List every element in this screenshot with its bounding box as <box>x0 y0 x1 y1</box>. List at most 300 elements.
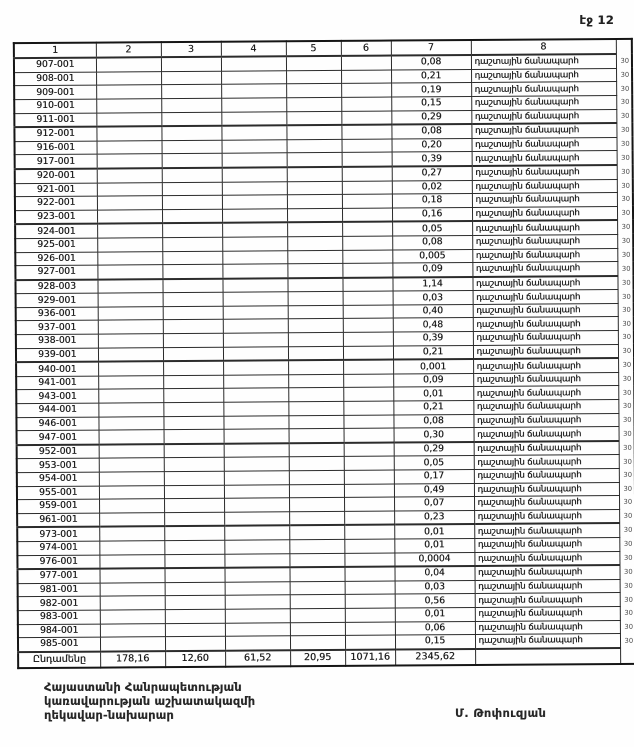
empty-cell-col4 <box>223 402 288 416</box>
empty-cell-col4 <box>222 153 287 168</box>
empty-cell-col5 <box>288 401 343 415</box>
parcel-id-cell: 911-001 <box>14 113 96 128</box>
empty-cell-col6 <box>341 125 391 139</box>
column-header-3: 3 <box>161 42 221 58</box>
empty-cell-col3 <box>165 623 225 637</box>
area-value-cell: 0,30 <box>394 428 474 443</box>
empty-cell-col4 <box>222 140 287 154</box>
empty-cell-col3 <box>165 636 225 651</box>
empty-cell-col3 <box>165 596 225 610</box>
empty-cell-col4 <box>223 415 288 429</box>
margin-note: 30 <box>624 568 633 577</box>
empty-cell-col4 <box>221 111 286 126</box>
empty-cell-col4 <box>225 582 290 596</box>
empty-cell-col4 <box>223 319 288 333</box>
parcel-id-cell: 917-001 <box>15 154 97 169</box>
area-value-cell: 0,21 <box>393 400 473 414</box>
empty-cell-col3 <box>164 526 224 541</box>
empty-cell-col6 <box>341 70 391 84</box>
empty-cell-col5 <box>288 415 343 429</box>
parcel-id-cell: 910-001 <box>14 99 96 113</box>
empty-cell-col6 <box>343 374 393 388</box>
empty-cell-col2 <box>97 196 162 210</box>
empty-cell-col2 <box>99 485 164 499</box>
margin-note: 30 <box>620 57 630 66</box>
empty-cell-col3 <box>162 251 222 265</box>
totals-empty-col8 <box>475 648 620 666</box>
empty-cell-col6 <box>342 152 392 166</box>
empty-cell-col6 <box>344 456 394 470</box>
empty-cell-col2 <box>98 320 163 334</box>
parcel-id-cell: 984-001 <box>18 624 100 638</box>
empty-cell-col6 <box>343 291 393 305</box>
empty-cell-col3 <box>163 333 223 347</box>
empty-cell-col2 <box>96 112 161 127</box>
parcel-id-cell: 954-001 <box>17 472 99 486</box>
land-use-cell: դաշտային ճանապարհ <box>473 358 618 373</box>
parcel-id-cell: 981-001 <box>18 583 100 597</box>
empty-cell-col6 <box>344 511 394 525</box>
parcel-id-cell: 985-001 <box>18 637 100 652</box>
land-use-cell: դաշտային ճանապարհ <box>473 399 618 414</box>
empty-cell-col3 <box>161 57 221 72</box>
land-use-cell: դաշտային ճանապարհ <box>472 234 617 249</box>
column-header-2: 2 <box>96 42 161 58</box>
empty-cell-col5 <box>287 195 342 209</box>
empty-cell-col5 <box>287 153 342 167</box>
parcel-id-cell: 923-001 <box>15 210 97 225</box>
area-value-cell: 0,27 <box>392 166 472 181</box>
land-use-cell: դաշտային ճանապարհ <box>472 151 617 166</box>
margin-note: 30 <box>623 471 633 480</box>
area-value-cell: 0,01 <box>395 607 475 621</box>
land-use-cell: դաշտային ճանապարհ <box>474 427 619 442</box>
empty-cell-col5 <box>290 581 345 595</box>
empty-cell-col6 <box>345 594 395 608</box>
margin-note: 30 <box>621 153 630 162</box>
parcel-id-cell: 983-001 <box>18 610 100 624</box>
margin-note: 30 <box>620 84 630 93</box>
parcel-id-cell: 946-001 <box>16 417 98 431</box>
empty-cell-col3 <box>163 402 223 416</box>
empty-cell-col2 <box>97 168 162 183</box>
parcel-id-cell: 974-001 <box>17 541 99 555</box>
empty-cell-col5 <box>289 553 344 567</box>
empty-cell-col2 <box>97 223 162 238</box>
empty-cell-col3 <box>162 237 222 251</box>
area-value-cell: 0,49 <box>394 483 474 497</box>
empty-cell-col2 <box>99 444 164 459</box>
area-value-cell: 0,21 <box>393 345 473 360</box>
empty-cell-col4 <box>223 388 288 402</box>
empty-cell-col5 <box>289 470 344 484</box>
total-col7: 2345,62 <box>395 649 475 666</box>
margin-note: 30 <box>624 595 633 604</box>
area-value-cell: 0,17 <box>394 469 474 483</box>
land-use-cell: դաշտային ճանապարհ <box>473 317 618 332</box>
empty-cell-col5 <box>290 635 345 649</box>
empty-cell-col6 <box>345 608 395 622</box>
margin-note: 30 <box>623 484 633 493</box>
parcel-id-cell: 928-003 <box>15 279 97 294</box>
empty-cell-col6 <box>343 346 393 360</box>
empty-cell-col4 <box>221 71 286 85</box>
area-value-cell: 0,19 <box>391 83 471 97</box>
empty-cell-col3 <box>164 554 224 569</box>
margin-note: 30 <box>620 70 630 80</box>
empty-cell-col5 <box>287 181 342 195</box>
empty-cell-col3 <box>163 306 223 320</box>
land-use-cell: դաշտային ճանապարհ <box>472 165 617 180</box>
land-use-cell: դաշտային ճանապարհ <box>471 137 616 152</box>
empty-cell-col5 <box>289 539 344 553</box>
empty-cell-col5 <box>286 111 341 125</box>
area-value-cell: 0,01 <box>394 538 474 552</box>
empty-cell-col4 <box>223 361 288 376</box>
empty-cell-col2 <box>99 458 164 472</box>
parcel-id-cell: 943-001 <box>16 390 98 404</box>
margin-note: 30 <box>622 388 632 397</box>
margin-note: 30 <box>622 319 631 328</box>
page-number-label: էջ 12 <box>579 13 614 27</box>
empty-cell-col5 <box>289 511 344 525</box>
empty-cell-col5 <box>286 70 341 84</box>
total-col6: 1071,16 <box>345 649 395 666</box>
margin-note: 30 <box>624 636 634 645</box>
empty-cell-col2 <box>99 430 164 445</box>
land-use-cell: դաշտային ճանապարհ <box>472 248 617 263</box>
empty-cell-col5 <box>290 622 345 636</box>
land-use-cell: դաշտային ճանապարհ <box>474 523 619 538</box>
empty-cell-col3 <box>164 498 224 512</box>
land-use-cell: դաշտային ճանապարհ <box>471 82 616 97</box>
area-value-cell: 0,02 <box>392 180 472 194</box>
area-value-cell: 0,29 <box>394 442 474 457</box>
empty-cell-col6 <box>344 539 394 553</box>
area-value-cell: 0,20 <box>392 138 472 152</box>
empty-cell-col4 <box>224 526 289 541</box>
empty-cell-col5 <box>287 167 342 181</box>
margin-strip-header <box>616 39 632 54</box>
margin-note: 30 <box>624 622 634 631</box>
empty-cell-col2 <box>97 265 162 280</box>
empty-cell-col4 <box>222 278 287 293</box>
land-use-cell: դաշտային ճանապարհ <box>475 634 620 649</box>
parcel-id-cell: 973-001 <box>17 527 99 542</box>
empty-cell-col4 <box>224 512 289 527</box>
empty-cell-col3 <box>164 458 224 472</box>
empty-cell-col2 <box>100 596 165 610</box>
empty-cell-col3 <box>164 444 224 459</box>
empty-cell-col4 <box>222 167 287 182</box>
area-value-cell: 0,09 <box>393 373 473 387</box>
empty-cell-col3 <box>164 568 224 583</box>
empty-cell-col6 <box>344 484 394 498</box>
empty-cell-col3 <box>164 471 224 485</box>
land-use-cell: դաշտային ճանապարհ <box>473 303 618 318</box>
column-header-6: 6 <box>341 41 391 57</box>
empty-cell-col6 <box>342 222 392 236</box>
parcel-id-cell: 952-001 <box>17 444 99 459</box>
margin-note: 30 <box>624 581 633 590</box>
empty-cell-col4 <box>221 56 286 71</box>
land-use-cell: դաշտային ճանապարհ <box>471 109 616 124</box>
parcel-id-cell: 982-001 <box>18 596 100 610</box>
margin-note: 30 <box>622 347 632 356</box>
parcel-id-cell: 920-001 <box>15 169 97 184</box>
land-use-cell: դաշտային ճանապարհ <box>473 372 618 387</box>
empty-cell-col3 <box>162 278 222 293</box>
margin-note: 30 <box>621 167 630 176</box>
empty-cell-col4 <box>222 208 287 223</box>
area-value-cell: 0,23 <box>394 510 474 525</box>
column-header-7: 7 <box>391 40 471 56</box>
area-value-cell: 0,08 <box>392 235 472 249</box>
empty-cell-col6 <box>343 415 393 429</box>
empty-cell-col4 <box>222 250 287 264</box>
empty-cell-col3 <box>164 485 224 499</box>
empty-cell-col5 <box>289 429 344 443</box>
area-value-cell: 0,15 <box>395 635 475 650</box>
empty-cell-col5 <box>286 125 341 139</box>
margin-note: 30 <box>623 498 633 507</box>
parcel-id-cell: 938-001 <box>16 334 98 348</box>
total-col3: 12,60 <box>165 650 225 667</box>
empty-cell-col2 <box>100 610 165 624</box>
land-use-cell: դաշտային ճանապարհ <box>474 565 619 580</box>
empty-cell-col4 <box>223 333 288 347</box>
empty-cell-col2 <box>97 209 162 224</box>
land-use-cell: դաշտային ճանապարհ <box>472 179 617 194</box>
empty-cell-col4 <box>223 375 288 389</box>
totals-label: Ընդամենը <box>18 651 100 668</box>
empty-cell-col3 <box>162 223 222 238</box>
parcel-id-cell: 937-001 <box>16 321 98 335</box>
land-use-cell: դաշտային ճանապարհ <box>473 344 618 359</box>
empty-cell-col3 <box>162 168 222 183</box>
parcel-id-cell: 955-001 <box>17 486 99 500</box>
column-header-5: 5 <box>286 41 341 57</box>
empty-cell-col6 <box>343 332 393 346</box>
area-value-cell: 0,05 <box>394 456 474 470</box>
land-use-cell: դաշտային ճանապարհ <box>474 482 619 497</box>
empty-cell-col5 <box>288 292 343 306</box>
empty-cell-col2 <box>97 154 162 169</box>
empty-cell-col4 <box>222 223 287 238</box>
column-header-1: 1 <box>14 43 96 59</box>
empty-cell-col6 <box>345 635 395 649</box>
area-value-cell: 0,18 <box>392 194 472 208</box>
empty-cell-col4 <box>224 553 289 568</box>
area-value-cell: 0,01 <box>394 524 474 539</box>
empty-cell-col3 <box>162 264 222 279</box>
empty-cell-col5 <box>289 457 344 471</box>
empty-cell-col2 <box>98 347 163 362</box>
column-header-4: 4 <box>221 41 286 57</box>
signature-block <box>44 681 255 722</box>
table-area <box>13 38 634 670</box>
land-use-cell: դաշտային ճանապարհ <box>474 509 619 524</box>
land-parcel-register-table <box>13 38 634 670</box>
empty-cell-col2 <box>99 554 164 569</box>
empty-cell-col2 <box>98 389 163 403</box>
margin-note: 30 <box>622 333 632 342</box>
empty-cell-col6 <box>342 236 392 250</box>
area-value-cell: 0,09 <box>392 263 472 278</box>
empty-cell-col2 <box>97 279 162 294</box>
empty-cell-col3 <box>163 416 223 430</box>
empty-cell-col3 <box>162 209 222 224</box>
empty-cell-col3 <box>162 182 222 196</box>
area-value-cell: 0,05 <box>392 221 472 236</box>
empty-cell-col2 <box>98 334 163 348</box>
empty-cell-col2 <box>97 251 162 265</box>
signatory-name: Մ. Թոփուզյան <box>455 707 547 720</box>
empty-cell-col2 <box>98 403 163 417</box>
empty-cell-col3 <box>161 112 221 127</box>
empty-cell-col3 <box>161 98 221 112</box>
empty-cell-col6 <box>344 553 394 567</box>
area-value-cell: 0,08 <box>393 414 473 428</box>
empty-cell-col5 <box>287 139 342 153</box>
margin-note: 30 <box>621 237 631 246</box>
margin-note: 30 <box>621 139 630 148</box>
total-col4: 61,52 <box>225 650 290 667</box>
empty-cell-col4 <box>224 484 289 498</box>
empty-cell-col4 <box>225 622 290 636</box>
totals-margin <box>620 648 634 665</box>
empty-cell-col2 <box>99 512 164 527</box>
empty-cell-col5 <box>288 332 343 346</box>
totals-row <box>18 648 634 669</box>
empty-cell-col5 <box>290 608 345 622</box>
margin-note: 30 <box>623 526 633 535</box>
empty-cell-col6 <box>342 208 392 222</box>
parcel-id-cell: 925-001 <box>15 238 97 252</box>
area-value-cell: 0,40 <box>393 304 473 318</box>
land-use-cell: դաշտային ճանապարհ <box>473 290 618 305</box>
parcel-id-cell: 921-001 <box>15 183 97 197</box>
parcel-id-cell: 912-001 <box>14 127 96 142</box>
empty-cell-col4 <box>224 443 289 458</box>
area-value-cell: 0,01 <box>393 387 473 401</box>
empty-cell-col6 <box>342 139 392 153</box>
signature-line-1: Հայաստանի Հանրապետության <box>44 681 242 694</box>
margin-note: 30 <box>623 553 633 563</box>
empty-cell-col5 <box>287 278 342 292</box>
empty-cell-col3 <box>163 292 223 306</box>
empty-cell-col3 <box>165 582 225 596</box>
area-value-cell: 0,15 <box>391 96 471 110</box>
empty-cell-col3 <box>162 140 222 154</box>
area-value-cell: 0,03 <box>393 291 473 305</box>
empty-cell-col5 <box>288 374 343 388</box>
empty-cell-col2 <box>96 57 161 72</box>
land-use-cell: դաշտային ճանապարհ <box>475 620 620 635</box>
area-value-cell: 0,39 <box>392 152 472 167</box>
empty-cell-col2 <box>98 293 163 307</box>
total-col2: 178,16 <box>100 651 165 668</box>
empty-cell-col4 <box>223 306 288 320</box>
margin-note: 30 <box>621 195 631 204</box>
area-value-cell: 0,0004 <box>394 552 474 567</box>
margin-note: 30 <box>621 223 631 232</box>
empty-cell-col3 <box>162 154 222 169</box>
empty-cell-col6 <box>341 97 391 111</box>
land-use-cell: դաշտային ճանապարհ <box>473 386 618 401</box>
margin-note: 30 <box>620 111 630 121</box>
margin-note: 30 <box>622 361 632 370</box>
land-use-cell: դաշտային ճանապարհ <box>473 331 618 346</box>
empty-cell-col4 <box>224 567 289 582</box>
empty-cell-col6 <box>341 111 391 125</box>
empty-cell-col3 <box>161 71 221 85</box>
area-value-cell: 0,07 <box>394 497 474 511</box>
margin-note: 30 <box>620 126 630 135</box>
margin-note: 30 <box>620 98 630 107</box>
empty-cell-col2 <box>99 499 164 513</box>
empty-cell-col6 <box>342 181 392 195</box>
empty-cell-col6 <box>342 194 392 208</box>
column-header-8: 8 <box>471 39 616 55</box>
empty-cell-col6 <box>344 470 394 484</box>
parcel-id-cell: 907-001 <box>14 58 96 73</box>
empty-cell-col4 <box>221 84 286 98</box>
land-use-cell: դաշտային ճանապարհ <box>474 551 619 566</box>
empty-cell-col6 <box>343 360 393 374</box>
empty-cell-col6 <box>341 83 391 97</box>
empty-cell-col3 <box>162 195 222 209</box>
parcel-id-cell: 953-001 <box>17 458 99 472</box>
empty-cell-col5 <box>287 236 342 250</box>
empty-cell-col4 <box>224 498 289 512</box>
empty-cell-col3 <box>164 429 224 444</box>
empty-cell-col5 <box>289 498 344 512</box>
empty-cell-col4 <box>224 429 289 444</box>
parcel-id-cell: 977-001 <box>17 569 99 584</box>
empty-cell-col3 <box>163 375 223 389</box>
empty-cell-col6 <box>344 497 394 511</box>
empty-cell-col5 <box>289 567 344 581</box>
empty-cell-col2 <box>100 582 165 596</box>
empty-cell-col3 <box>164 540 224 554</box>
parcel-id-cell: 924-001 <box>15 224 97 239</box>
area-value-cell: 0,001 <box>393 359 473 374</box>
empty-cell-col2 <box>97 238 162 252</box>
empty-cell-col6 <box>343 305 393 319</box>
empty-cell-col4 <box>222 181 287 195</box>
empty-cell-col6 <box>344 525 394 539</box>
empty-cell-col4 <box>221 125 286 140</box>
empty-cell-col4 <box>223 292 288 306</box>
area-value-cell: 0,08 <box>391 124 471 139</box>
parcel-id-cell: 929-001 <box>16 293 98 307</box>
empty-cell-col4 <box>225 636 290 651</box>
empty-cell-col2 <box>97 140 162 154</box>
land-use-cell: դաշտային ճանապարհ <box>472 276 617 291</box>
empty-cell-col2 <box>96 99 161 113</box>
empty-cell-col6 <box>343 318 393 332</box>
empty-cell-col2 <box>100 623 165 637</box>
empty-cell-col3 <box>165 609 225 623</box>
empty-cell-col2 <box>98 361 163 376</box>
land-use-cell: դաշտային ճանապարհ <box>473 413 618 428</box>
empty-cell-col2 <box>100 637 165 652</box>
empty-cell-col3 <box>163 347 223 362</box>
land-use-cell: դաշտային ճանապարհ <box>471 95 616 110</box>
area-value-cell: 0,03 <box>395 580 475 594</box>
empty-cell-col3 <box>163 361 223 376</box>
